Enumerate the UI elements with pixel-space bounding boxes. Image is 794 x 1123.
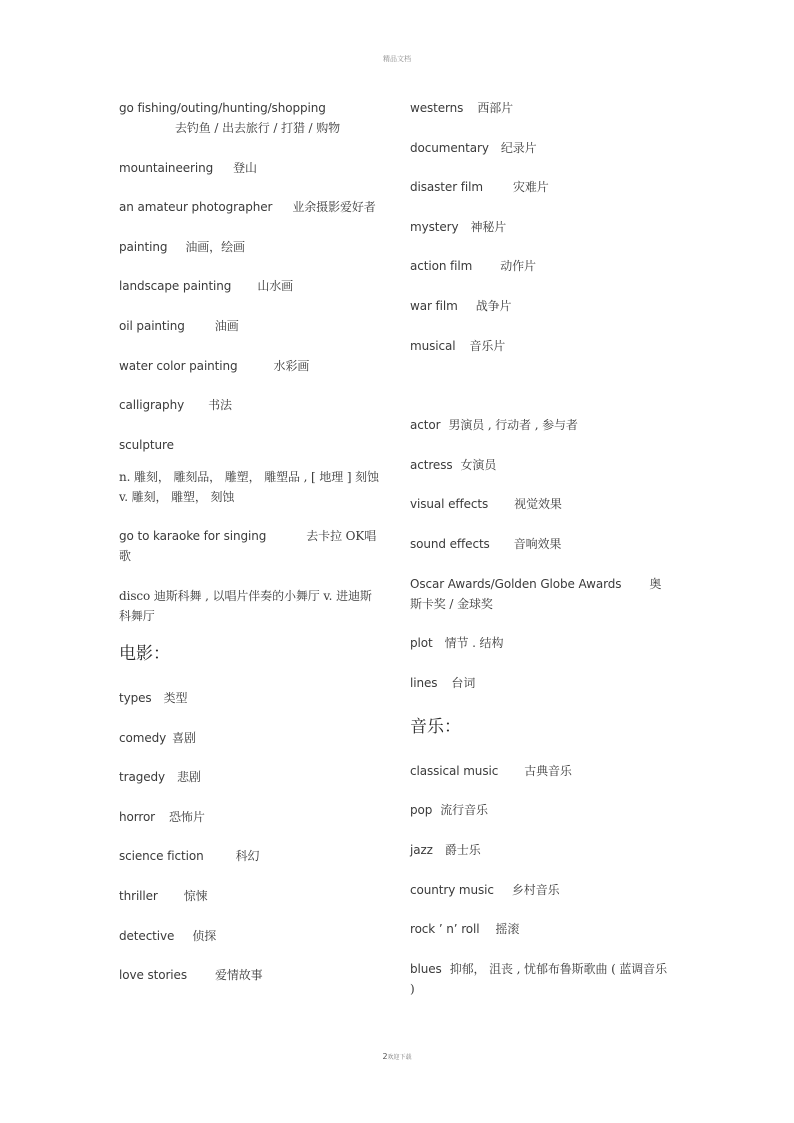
entry-chinese: 战争片 [475, 298, 512, 313]
entry-english: tragedy [119, 770, 166, 785]
vocab-entry [119, 807, 381, 827]
vocab-entry [410, 217, 672, 237]
vocab-entry [410, 840, 672, 860]
entry-chinese: 山水画 [257, 279, 294, 294]
entry-english: plot [410, 636, 433, 651]
entry-english: mystery [410, 219, 459, 234]
vocab-entry [410, 138, 672, 158]
entry-english: country music [410, 882, 494, 897]
entry-english: comedy [119, 730, 167, 745]
entry-english: disaster film [410, 180, 483, 195]
entry-english: oil painting [119, 318, 185, 333]
entry-chinese: 神秘片 [470, 219, 507, 234]
vocab-entry [119, 158, 381, 178]
entry-chinese: 男演员 , 行动者 , 参与者 [448, 418, 578, 433]
entry-chinese: 西部片 [477, 101, 514, 115]
vocab-entry [119, 767, 381, 787]
page-footer [0, 1052, 794, 1061]
entry-chinese: 摇滚 [495, 922, 520, 937]
vocab-entry [119, 276, 381, 296]
entry-english: mountaineering [119, 160, 214, 175]
vocab-entry [119, 356, 381, 376]
entry-english: love stories [119, 968, 187, 983]
entry-chinese: 音乐片 [469, 338, 506, 353]
entry-english: blues [410, 961, 442, 976]
entry-chinese: 流行音乐 [440, 803, 488, 818]
entry-english: painting [119, 239, 168, 254]
entry-definition: disco 迪斯科舞 , 以唱片伴奏的小舞厅 v. 进迪斯科舞厅 [119, 588, 372, 623]
vocab-entry [410, 415, 672, 435]
entry-chinese: 音响效果 [513, 536, 562, 551]
entry-chinese: 乡村音乐 [511, 882, 560, 897]
vocab-definition [119, 586, 381, 626]
entry-english: actor [410, 418, 441, 433]
entry-chinese: 业余摄影爱好者 [292, 200, 376, 215]
entry-english: an amateur photographer [119, 200, 273, 215]
entry-chinese: 纪录片 [500, 140, 537, 155]
entry-chinese: 恐怖片 [169, 809, 205, 824]
entry-english: war film [410, 298, 458, 313]
vocab-entry [410, 256, 672, 276]
entry-english: horror [119, 809, 156, 824]
entry-english: sound effects [410, 536, 490, 551]
entry-english: classical music [410, 763, 499, 778]
vocab-entry [119, 197, 381, 217]
entry-chinese: 灾难片 [512, 180, 549, 195]
vocab-entry [410, 919, 672, 939]
entry-english: detective [119, 928, 175, 943]
right-column [410, 98, 672, 1018]
vocab-entry [410, 336, 672, 356]
vocab-entry [410, 177, 672, 197]
vocab-entry [410, 574, 672, 614]
vocab-entry [410, 880, 672, 900]
section-heading-music: 音乐： [410, 716, 461, 737]
entry-english: musical [410, 338, 456, 353]
entry-chinese: 古典音乐 [524, 763, 572, 778]
entry-chinese: 悲剧 [177, 770, 201, 785]
vocab-entry [410, 455, 672, 475]
vocab-entry [119, 237, 381, 257]
vocab-entry [410, 633, 672, 653]
entry-english: lines [410, 675, 438, 690]
vocab-entry [119, 846, 381, 866]
entry-english: calligraphy [119, 398, 185, 413]
entry-english: sculpture [119, 437, 174, 452]
vocab-entry [410, 494, 672, 514]
entry-chinese: 喜剧 [172, 730, 196, 745]
vocab-entry [119, 395, 381, 415]
entry-english: visual effects [410, 497, 489, 512]
blank-spacer [410, 375, 672, 415]
vocab-entry [119, 316, 381, 336]
entry-chinese: 去钓鱼 / 出去旅行 / 打猎 / 购物 [175, 121, 341, 135]
entry-chinese: 登山 [233, 160, 257, 175]
vocab-entry [119, 886, 381, 906]
entry-chinese: 情节 . 结构 [444, 636, 504, 651]
entry-chinese: 书法 [208, 398, 232, 413]
vocab-entry [119, 98, 381, 138]
entry-chinese: 惊悚 [183, 888, 208, 903]
vocab-entry [410, 296, 672, 316]
vocab-entry [410, 761, 672, 781]
vocab-entry [410, 673, 672, 693]
vocab-entry [119, 926, 381, 946]
entry-chinese: 油画 [214, 318, 239, 333]
entry-chinese: 科幻 [235, 849, 260, 864]
vocab-entry [410, 534, 672, 554]
left-column [119, 98, 381, 1005]
vocab-entry [119, 435, 381, 455]
vocab-definition [119, 467, 381, 507]
entry-chinese: 爵士乐 [444, 842, 481, 857]
section-heading-film: 电影： [119, 643, 170, 664]
entry-definition: n. 雕刻， 雕刻品， 雕塑， 雕塑品 , [ 地理 ] 刻蚀 v. 雕刻， 雕塑， 刻蚀 [119, 469, 379, 504]
entry-chinese: 去卡拉 OK唱歌 [119, 529, 377, 564]
entry-english: go to karaoke for singing [119, 529, 267, 544]
entry-chinese: 类型 [163, 690, 188, 705]
entry-chinese: 女演员 [460, 457, 497, 472]
entry-chinese: 奥斯卡奖 / 金球奖 [410, 576, 662, 611]
entry-chinese: 油画，绘画 [185, 239, 245, 254]
page-number: 2 [382, 1052, 388, 1061]
entry-chinese: 抑郁， 沮丧 , 忧郁布鲁斯歌曲 ( 蓝调音乐 ) [410, 961, 667, 996]
vocab-entry [119, 688, 381, 708]
entry-english: water color painting [119, 358, 238, 373]
entry-english: documentary [410, 140, 489, 155]
entry-english: jazz [410, 842, 433, 857]
entry-english: science fiction [119, 849, 204, 864]
vocab-entry [410, 98, 672, 118]
entry-english: actress [410, 457, 453, 472]
entry-english: action film [410, 259, 473, 274]
vocab-entry [119, 728, 381, 748]
vocab-entry [410, 959, 672, 999]
entry-chinese: 水彩画 [273, 358, 310, 373]
entry-chinese: 动作片 [500, 259, 536, 274]
entry-chinese: 爱情故事 [214, 968, 263, 983]
footer-caption: 欢迎下载 [387, 1054, 412, 1061]
entry-chinese: 视觉效果 [514, 497, 562, 512]
entry-english: rock ’ n’ roll [410, 922, 480, 937]
vocab-entry [119, 526, 381, 566]
entry-english: pop [410, 803, 433, 818]
entry-english: westerns [410, 101, 464, 115]
entry-english: go fishing/outing/hunting/shopping [119, 101, 326, 115]
page-header: 精品文档 [383, 55, 411, 63]
entry-chinese: 台词 [451, 675, 476, 690]
entry-chinese: 侦探 [192, 928, 217, 943]
entry-english: types [119, 690, 152, 705]
vocab-entry [410, 800, 672, 820]
entry-english: landscape painting [119, 279, 232, 294]
vocab-entry [119, 965, 381, 985]
entry-english: Oscar Awards/Golden Globe Awards [410, 576, 622, 591]
entry-english: thriller [119, 888, 158, 903]
